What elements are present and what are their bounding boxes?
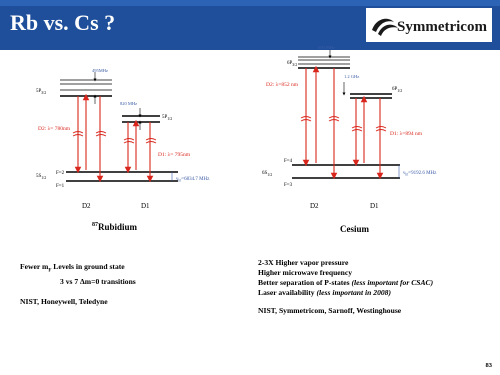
cs-hfs-top-label: 600 MHz bbox=[318, 45, 336, 50]
rb-d1-line-label: D1 bbox=[141, 202, 150, 210]
cs-6p32-label: $6P_{3/2}$ bbox=[287, 61, 298, 67]
rb-hfs-top-label: 495MHz bbox=[92, 68, 108, 73]
symmetricom-logo bbox=[366, 8, 492, 42]
cs-axis-break-marks bbox=[301, 117, 386, 132]
rb-note-transitions: 3 vs 7 Δm=0 transitions bbox=[60, 276, 136, 286]
logo-wordmark: Symmetricom bbox=[397, 19, 487, 35]
rb-f1-label: F=1 bbox=[56, 184, 65, 189]
rb-note-mf-levels: Fewer $m_F$ Levels in ground state bbox=[20, 262, 125, 274]
energy-level-diagram bbox=[0, 45, 500, 240]
cs-d1-wavelength: D1: λ=894 nm bbox=[390, 131, 423, 137]
rb-hfs-mid-label: 820 MHz bbox=[120, 101, 138, 106]
cs-hfs-mid-label: 1.2 GHz bbox=[344, 74, 360, 79]
rb-5s12-label: $5S_{1/2}$ bbox=[36, 174, 47, 180]
rb-d1-transitions bbox=[128, 122, 150, 179]
title-bar-highlight bbox=[0, 0, 500, 6]
rb-d2-line-label: D2 bbox=[82, 202, 91, 210]
cs-note-vapor-pressure: 2-3X Higher vapor pressure bbox=[258, 258, 349, 267]
cs-6s12-label: $6S_{1/2}$ bbox=[262, 171, 273, 177]
cs-caption: Cesium bbox=[340, 224, 369, 234]
cs-d1-line-label: D1 bbox=[370, 202, 379, 210]
logo-swoosh-icon bbox=[372, 19, 398, 36]
rb-5p12-label: $5P_{1/2}$ bbox=[162, 115, 173, 121]
cs-d2-wavelength: D2: λ=852 nm bbox=[266, 82, 299, 88]
rb-d1-wavelength: D1: λ= 795nm bbox=[158, 152, 191, 158]
rb-f2-label: F=2 bbox=[56, 171, 65, 176]
rb-d2-wavelength: D2: λ= 780nm bbox=[38, 126, 71, 132]
cs-f4-label: F=4 bbox=[284, 159, 293, 164]
title-bar bbox=[0, 0, 500, 50]
rb-5p32-label: $5P_{3/2}$ bbox=[36, 89, 47, 95]
cs-note-microwave-frequency: Higher microwave frequency bbox=[258, 268, 353, 277]
rb-level-scheme bbox=[36, 68, 210, 210]
slide-title: Rb vs. Cs ? bbox=[10, 10, 116, 35]
cs-6p12-label: $6P_{1/2}$ bbox=[392, 87, 403, 93]
rb-caption: $^{87}$Rubidium bbox=[92, 222, 138, 232]
cs-note-labs: NIST, Symmetricom, Sarnoff, Westinghouse bbox=[258, 306, 402, 315]
rb-d2-transitions bbox=[78, 96, 100, 179]
cs-notes bbox=[258, 258, 433, 316]
rb-nu-hf-label: $\nu_{hf}=6834.7$ MHz bbox=[176, 177, 210, 183]
rb-notes bbox=[20, 262, 136, 307]
rb-note-labs: NIST, Honeywell, Teledyne bbox=[20, 296, 108, 306]
cs-nu-hf-label: $\nu_{hf}=9192.6$ MHz bbox=[403, 171, 437, 177]
cs-note-p-state-separation: Better separation of P-states (less important for CSAC) bbox=[258, 278, 434, 287]
cs-level-scheme bbox=[262, 45, 437, 210]
cs-d2-line-label: D2 bbox=[310, 202, 319, 210]
cs-d2-transitions bbox=[306, 68, 334, 176]
cs-f3-label: F=3 bbox=[284, 183, 293, 188]
cs-note-laser-availability: Laser availability (less important in 2008) bbox=[258, 288, 391, 297]
page-number: 83 bbox=[485, 362, 492, 369]
